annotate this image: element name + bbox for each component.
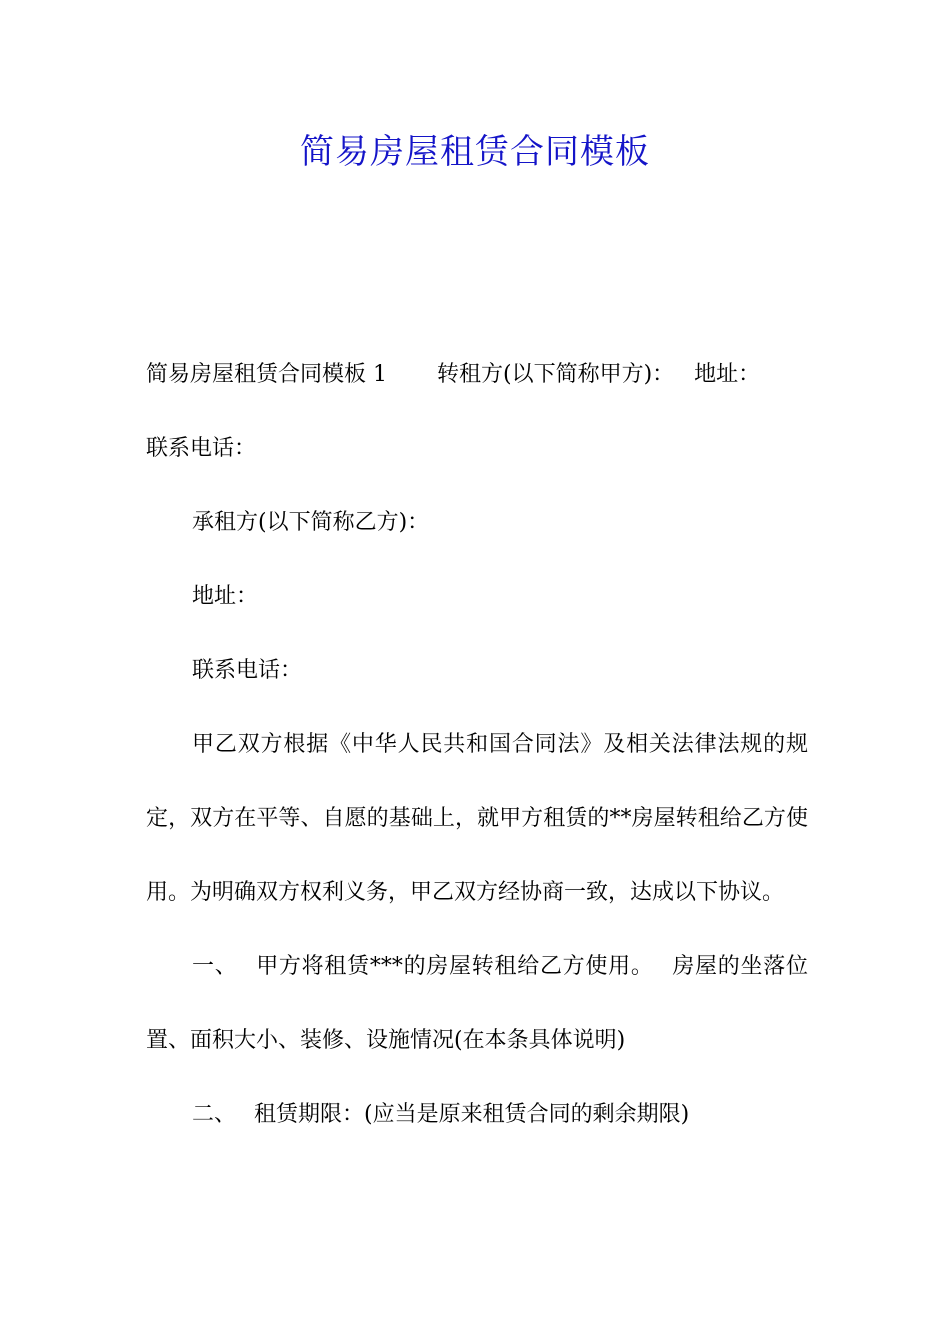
sublessor-phone-label: 联系电话： [146, 436, 257, 461]
header-line [146, 338, 808, 412]
template-label: 简易房屋租赁合同模板 1 [146, 362, 387, 387]
preamble-paragraph: 甲乙双方根据《中华人民共和国合同法》及相关法律法规的规定，双方在平等、自愿的基础上，就甲方租赁的**房屋转租给乙方使用。为明确双方权利义务，甲乙双方经协商一致，达成以下协议。 [146, 732, 808, 905]
document-body [146, 338, 808, 1152]
clause-two-number: 二、 [192, 1102, 237, 1127]
clause-one [146, 930, 808, 1078]
clause-one-number: 一、 [192, 954, 238, 979]
sublessor-address-label: 地址： [694, 362, 761, 387]
clause-one-detail: 房屋的坐落位置、面积大小、装修、设施情况(在本条具体说明) [146, 954, 808, 1053]
lessee-label: 承租方(以下简称乙方)： [192, 510, 430, 535]
sublessor-label: 转租方(以下简称甲方)： [437, 362, 675, 387]
document-title: 简易房屋租赁合同模板 [300, 132, 650, 172]
lessee-phone-label: 联系电话： [192, 658, 303, 683]
clause-two [146, 1078, 808, 1152]
clause-one-text: 甲方将租赁***的房屋转租给乙方使用。 [255, 954, 654, 979]
lessee-address-label: 地址： [192, 584, 259, 609]
clause-two-text: 租赁期限：(应当是原来租赁合同的剩余期限) [254, 1102, 690, 1127]
